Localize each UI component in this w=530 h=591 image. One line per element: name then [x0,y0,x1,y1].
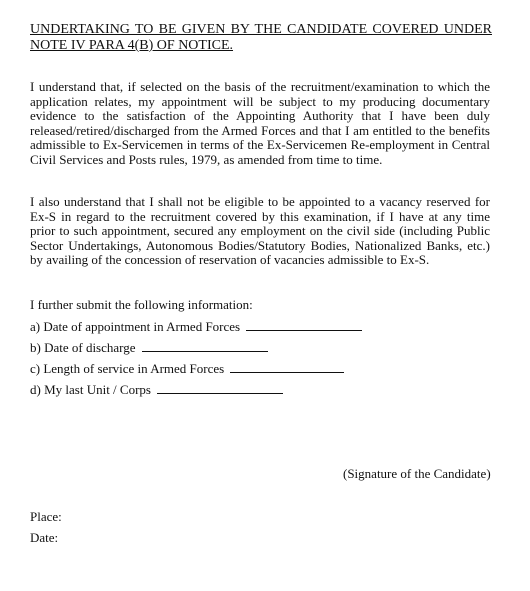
fill-in-blank[interactable] [142,341,268,352]
info-item-service-length [30,361,344,376]
fill-in-blank[interactable] [246,320,362,331]
signature-label: (Signature of the Candidate) [343,466,491,481]
date-label: Date: [30,530,59,545]
info-item-discharge-date [30,340,268,355]
info-item-appointment-date [30,319,362,334]
info-item-label: b) Date of discharge [30,340,136,355]
info-item-label: d) My last Unit / Corps [30,382,151,397]
info-item-label: a) Date of appointment in Armed Forces [30,319,241,334]
fill-in-blank[interactable] [157,383,283,394]
information-intro: I further submit the following information: [30,297,253,312]
paragraph-release-evidence: I understand that, if selected on the basis of the recruitment/examination to which the application relates, my appointment will be subject to my producing documentary evidence to the satisfaction of the Appointing Authority that I have been duly released/retired/discharged from the Armed Forces and that I am entitled to the benefits admissible to Ex-Servicemen in terms of the Ex-Servicemen Re-employment in Central Civil Services and Posts rules, 1979, as amended from time to time. [30,79,490,167]
place-label: Place: [30,509,62,524]
document-title: UNDERTAKING TO BE GIVEN BY THE CANDIDATE COVERED UNDER NOTE IV PARA 4(B) OF NOTICE. [30,22,492,53]
paragraph-reservation-eligibility: I also understand that I shall not be eligible to be appointed to a vacancy reserved for Ex-S in regard to the recruitment covered by this examination, if I have at any time prior to such appointment, secured any employment on the civil side (including Public Sector Undertakings, Autonomous Bodies/Statutory Bodies, Nationalized Banks, etc.) by availing of the concession of reservation of vacancies admissible to Ex-S. [30,194,490,268]
info-item-last-unit [30,382,283,397]
info-item-label: c) Length of service in Armed Forces [30,361,225,376]
fill-in-blank[interactable] [230,362,344,373]
